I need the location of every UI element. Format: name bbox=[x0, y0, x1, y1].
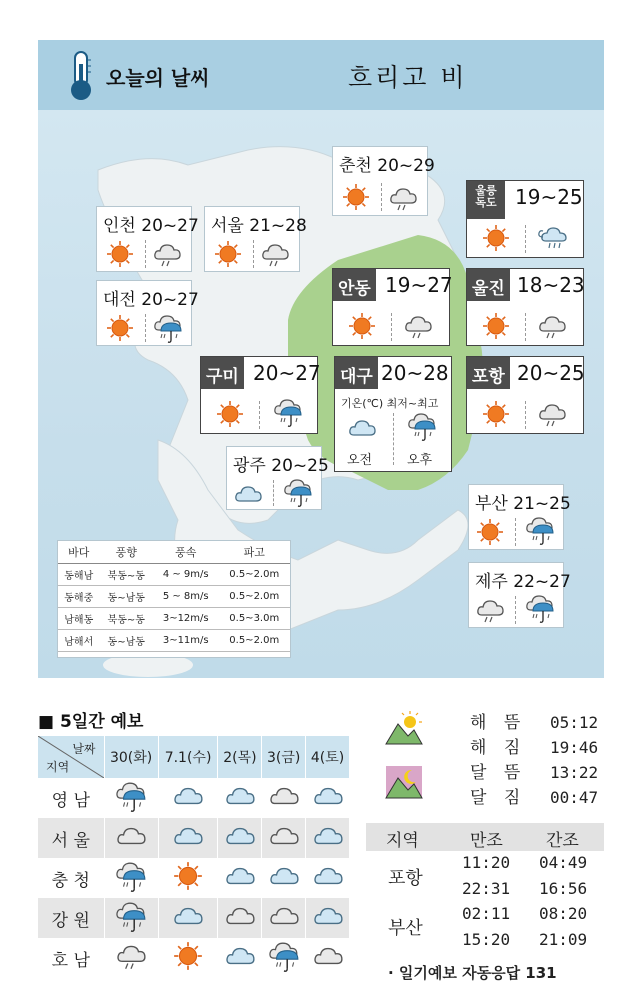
sea-row bbox=[58, 607, 290, 629]
tide-low: 16:56 bbox=[539, 879, 588, 898]
sea-cell: 0.5~2.0m bbox=[219, 629, 291, 651]
moonrise-time: 13:22 bbox=[550, 763, 599, 782]
rain-cloud-icon bbox=[537, 311, 567, 341]
city-temp: 20~27 bbox=[141, 290, 199, 310]
rain-icon bbox=[525, 593, 555, 623]
rain-cloud-icon bbox=[388, 183, 418, 213]
sunrise-label: 해 뜸 bbox=[470, 713, 527, 733]
rain-cloud-icon bbox=[114, 940, 148, 972]
forecast-cell bbox=[218, 898, 262, 938]
city-name: 울릉 독도 bbox=[467, 181, 505, 219]
forecast-region: 서 울 bbox=[38, 818, 104, 858]
forecast-date: 2(목) bbox=[218, 736, 262, 778]
city-temp: 20~25 bbox=[517, 361, 585, 385]
moonset-time: 00:47 bbox=[550, 788, 599, 807]
rain-icon bbox=[407, 411, 437, 441]
forecast-cell bbox=[262, 898, 306, 938]
header-title: 오늘의 날씨 bbox=[106, 66, 210, 90]
sun-icon bbox=[481, 399, 511, 429]
partly-cloudy-icon bbox=[223, 820, 257, 852]
city-name: 대구 bbox=[335, 357, 378, 389]
partly-cloudy-icon bbox=[233, 479, 263, 509]
forecast-cell bbox=[104, 858, 158, 898]
thermometer-icon bbox=[66, 50, 96, 102]
forecast-cell bbox=[218, 858, 262, 898]
partly-cloudy-icon bbox=[223, 860, 257, 892]
city-temp: 19~25 bbox=[515, 185, 583, 209]
tide-low: 08:20 bbox=[539, 904, 588, 923]
forecast-table bbox=[38, 736, 350, 978]
forecast-region: 강 원 bbox=[38, 898, 104, 938]
forecast-cell bbox=[104, 818, 158, 858]
sea-row bbox=[58, 585, 290, 607]
sun-icon bbox=[475, 517, 505, 547]
city-name: 포항 bbox=[467, 357, 510, 389]
sea-row bbox=[58, 563, 290, 585]
rain-icon bbox=[273, 397, 303, 427]
forecast-row-chungcheong bbox=[38, 858, 350, 898]
sea-cell: 3~11m/s bbox=[153, 629, 219, 651]
forecast-title: ■ 5일간 예보 bbox=[38, 712, 144, 732]
weather-condition: 흐리고 비 bbox=[348, 63, 468, 92]
sunrise-icon bbox=[384, 710, 424, 746]
sea-cell: 남해동 bbox=[58, 607, 99, 629]
sea-header: 풍속 bbox=[153, 541, 219, 563]
city-name: 인천 bbox=[103, 216, 136, 236]
forecast-cell bbox=[158, 858, 218, 898]
tide-low: 04:49 bbox=[539, 853, 588, 872]
forecast-cell bbox=[306, 898, 350, 938]
sea-cell: 4 ~ 9m/s bbox=[153, 563, 219, 585]
partly-cloudy-icon bbox=[223, 780, 257, 812]
sunset-time: 19:46 bbox=[550, 738, 599, 757]
forecast-cell bbox=[104, 778, 158, 818]
rain-cloud-icon bbox=[475, 595, 505, 625]
sunrise-time: 05:12 bbox=[550, 713, 599, 732]
forecast-cell bbox=[262, 938, 306, 978]
corner-date-label: 날짜 bbox=[72, 742, 96, 756]
corner-region-label: 지역 bbox=[46, 760, 70, 774]
am-label: 오전 bbox=[347, 453, 373, 468]
sun-moon-times bbox=[380, 704, 610, 814]
header-bar bbox=[38, 40, 604, 110]
partly-cloudy-icon bbox=[347, 413, 377, 443]
sun-icon bbox=[341, 182, 371, 212]
city-card-daejeon bbox=[96, 280, 199, 346]
forecast-cell bbox=[218, 778, 262, 818]
tide-region: 포항 bbox=[388, 868, 423, 889]
sun-icon bbox=[171, 860, 205, 892]
rain-icon bbox=[114, 900, 148, 932]
city-temp: 20~29 bbox=[377, 156, 435, 176]
forecast-cell bbox=[158, 818, 218, 858]
city-name: 서울 bbox=[211, 216, 244, 236]
sea-cell: 0.5~3.0m bbox=[219, 607, 291, 629]
forecast-cell bbox=[158, 938, 218, 978]
sun-icon bbox=[213, 239, 243, 269]
rain-cloud-icon bbox=[260, 239, 290, 269]
sun-icon bbox=[481, 223, 511, 253]
city-temp: 21~25 bbox=[513, 494, 571, 514]
rain-cloud-icon bbox=[537, 399, 567, 429]
forecast-cell bbox=[104, 898, 158, 938]
moonrise-label: 달 뜸 bbox=[470, 763, 527, 783]
tide-header-high: 만조 bbox=[470, 831, 503, 851]
sea-cell: 0.5~2.0m bbox=[219, 585, 291, 607]
forecast-cell bbox=[218, 938, 262, 978]
city-name: 제주 bbox=[475, 572, 508, 592]
city-card-daegu bbox=[334, 356, 452, 472]
sea-cell: 0.5~2.0m bbox=[219, 563, 291, 585]
sea-header: 바다 bbox=[58, 541, 99, 563]
city-name: 춘천 bbox=[339, 156, 372, 176]
city-temp: 18~23 bbox=[517, 273, 585, 297]
city-temp: 20~28 bbox=[381, 361, 449, 385]
sea-cell: 동해남 bbox=[58, 563, 99, 585]
city-name: 대전 bbox=[103, 290, 136, 310]
city-temp: 21~28 bbox=[249, 216, 307, 236]
city-temp: 19~27 bbox=[385, 273, 453, 297]
forecast-cell bbox=[262, 858, 306, 898]
forecast-date: 7.1(수) bbox=[158, 736, 218, 778]
moonrise-icon bbox=[384, 764, 424, 800]
cloud-icon bbox=[267, 900, 301, 932]
forecast-cell bbox=[158, 778, 218, 818]
forecast-region: 충 청 bbox=[38, 858, 104, 898]
cloud-icon bbox=[267, 780, 301, 812]
forecast-cell bbox=[306, 778, 350, 818]
forecast-cell bbox=[218, 818, 262, 858]
city-temp: 22~27 bbox=[513, 572, 571, 592]
city-name: 구미 bbox=[201, 357, 244, 389]
sea-cell: 동~남동 bbox=[99, 585, 152, 607]
sun-icon bbox=[347, 311, 377, 341]
city-card-jeju bbox=[468, 562, 571, 628]
forecast-region: 호 남 bbox=[38, 938, 104, 978]
forecast-row-seoul bbox=[38, 818, 350, 858]
city-card-uljin bbox=[466, 268, 584, 346]
sun-icon bbox=[215, 399, 245, 429]
cloud-icon bbox=[267, 820, 301, 852]
forecast-cell bbox=[262, 818, 306, 858]
forecast-date: 30(화) bbox=[104, 736, 158, 778]
city-name: 울진 bbox=[467, 269, 510, 301]
cloud-icon bbox=[223, 900, 257, 932]
tide-header-region: 지역 bbox=[386, 831, 419, 851]
partly-cloudy-icon bbox=[311, 860, 345, 892]
sun-icon bbox=[105, 239, 135, 269]
forecast-row-gangwon bbox=[38, 898, 350, 938]
temp-legend-note: 기온(℃) 최저~최고 bbox=[341, 397, 439, 410]
tide-header bbox=[366, 823, 604, 851]
forecast-cell bbox=[306, 938, 350, 978]
forecast-row-yeongnam bbox=[38, 778, 350, 818]
sea-row bbox=[58, 629, 290, 651]
sun-icon bbox=[105, 313, 135, 343]
rain-icon bbox=[267, 940, 301, 972]
tide-region: 부산 bbox=[388, 918, 423, 939]
city-name: 부산 bbox=[475, 494, 508, 514]
tide-header-low: 간조 bbox=[546, 831, 579, 851]
sea-cell: 동해중 bbox=[58, 585, 99, 607]
tide-high: 22:31 bbox=[462, 879, 511, 898]
sea-cell: 동~남동 bbox=[99, 629, 152, 651]
city-card-pohang bbox=[466, 356, 584, 434]
sea-cell: 남해서 bbox=[58, 629, 99, 651]
partly-cloudy-icon bbox=[171, 820, 205, 852]
city-card-seoul bbox=[204, 206, 307, 272]
city-temp: 20~27 bbox=[253, 361, 321, 385]
sun-icon bbox=[171, 940, 205, 972]
forecast-region: 영 남 bbox=[38, 778, 104, 818]
partly-cloudy-icon bbox=[311, 820, 345, 852]
rain-icon bbox=[153, 313, 183, 343]
partly-cloudy-icon bbox=[171, 780, 205, 812]
sea-header: 파고 bbox=[219, 541, 291, 563]
tide-high: 15:20 bbox=[462, 930, 511, 949]
rain-cloud-icon bbox=[403, 311, 433, 341]
rain-icon bbox=[283, 477, 313, 507]
partly-cloudy-icon bbox=[311, 900, 345, 932]
forecast-corner bbox=[38, 736, 104, 778]
city-card-ulleung bbox=[466, 180, 584, 258]
partly-rain-icon bbox=[537, 223, 567, 253]
forecast-date: 4(토) bbox=[306, 736, 350, 778]
city-name: 안동 bbox=[333, 269, 376, 301]
tide-low: 21:09 bbox=[539, 930, 588, 949]
sea-cell: 3~12m/s bbox=[153, 607, 219, 629]
sun-icon bbox=[481, 311, 511, 341]
tide-high: 11:20 bbox=[462, 853, 511, 872]
sea-header: 풍향 bbox=[99, 541, 152, 563]
sunset-label: 해 짐 bbox=[470, 738, 527, 758]
partly-cloudy-icon bbox=[311, 780, 345, 812]
forecast-cell bbox=[104, 938, 158, 978]
sea-conditions-table bbox=[57, 540, 291, 658]
footer-hotline: · 일기예보 자동응답 131 bbox=[388, 964, 557, 982]
rain-cloud-icon bbox=[152, 239, 182, 269]
tide-high: 02:11 bbox=[462, 904, 511, 923]
city-card-gumi bbox=[200, 356, 321, 434]
city-temp: 20~25 bbox=[271, 456, 329, 476]
city-temp: 20~27 bbox=[141, 216, 199, 236]
forecast-cell bbox=[306, 818, 350, 858]
forecast-cell bbox=[158, 898, 218, 938]
forecast-cell bbox=[306, 858, 350, 898]
city-card-andong bbox=[332, 268, 453, 346]
forecast-row-honam bbox=[38, 938, 350, 978]
rain-icon bbox=[525, 515, 555, 545]
city-card-chuncheon bbox=[332, 146, 435, 216]
city-card-incheon bbox=[96, 206, 199, 272]
cloud-icon bbox=[114, 820, 148, 852]
sea-cell: 북동~동 bbox=[99, 607, 152, 629]
forecast-cell bbox=[262, 778, 306, 818]
partly-cloudy-icon bbox=[267, 860, 301, 892]
partly-cloudy-icon bbox=[171, 900, 205, 932]
partly-cloudy-icon bbox=[223, 940, 257, 972]
sea-cell: 북동~동 bbox=[99, 563, 152, 585]
rain-icon bbox=[114, 860, 148, 892]
city-name: 광주 bbox=[233, 456, 266, 476]
forecast-date: 3(금) bbox=[262, 736, 306, 778]
pm-label: 오후 bbox=[407, 453, 433, 468]
sea-cell: 5 ~ 8m/s bbox=[153, 585, 219, 607]
rain-icon bbox=[114, 780, 148, 812]
city-card-gwangju bbox=[226, 446, 329, 510]
moonset-label: 달 짐 bbox=[470, 788, 527, 808]
cloud-icon bbox=[311, 940, 345, 972]
city-card-busan bbox=[468, 484, 571, 550]
